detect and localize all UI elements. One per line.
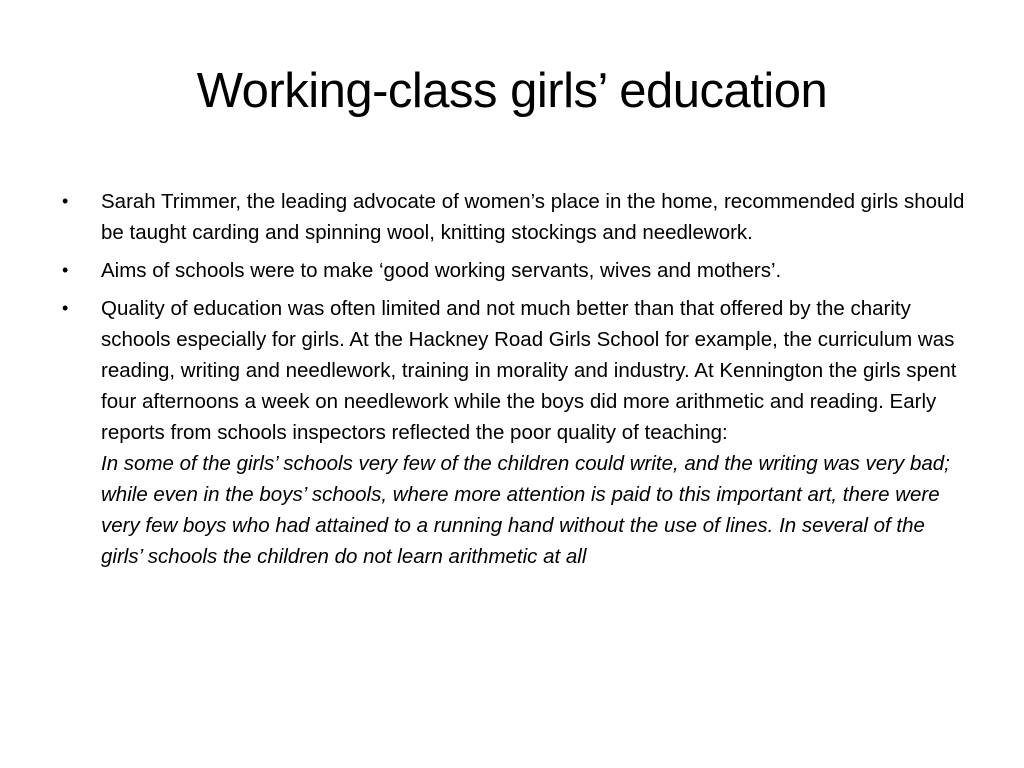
- slide-title: Working-class girls’ education: [196, 64, 828, 118]
- bullet-text: Aims of schools were to make ‘good working servants, wives and mothers’.: [101, 259, 782, 282]
- bullet-text: Sarah Trimmer, the leading advocate of women’s place in the home, recommended girls should be taught carding and spinning wool, knitting stockings and needlework.: [101, 190, 965, 244]
- bullet-item: [0, 293, 1024, 572]
- inspector-quote: In some of the girls’ schools very few of the children could write, and the writing was very bad; while even in the boys’ schools, where more attention is paid to this important art, there were very few boys who had attained to a running hand without the use of lines. In several of the girls’ schools the children do not learn arithmetic at all: [101, 452, 950, 568]
- bullet-item: [0, 255, 1024, 286]
- bullet-item: [0, 186, 1024, 248]
- bullet-list: [0, 186, 1024, 579]
- bullet-text: Quality of education was often limited and not much better than that offered by the charity schools especially for girls. At the Hackney Road Girls School for example, the curriculum was reading, writing and needlework, training in morality and industry. At Kennington the girls spent four afternoons a week on needlework while the boys did more arithmetic and reading. Early reports from schools inspectors reflected the poor quality of teaching:: [101, 297, 957, 444]
- bullet-dot-icon: •: [62, 191, 69, 211]
- bullet-dot-icon: •: [62, 260, 69, 280]
- bullet-dot-icon: •: [62, 298, 69, 318]
